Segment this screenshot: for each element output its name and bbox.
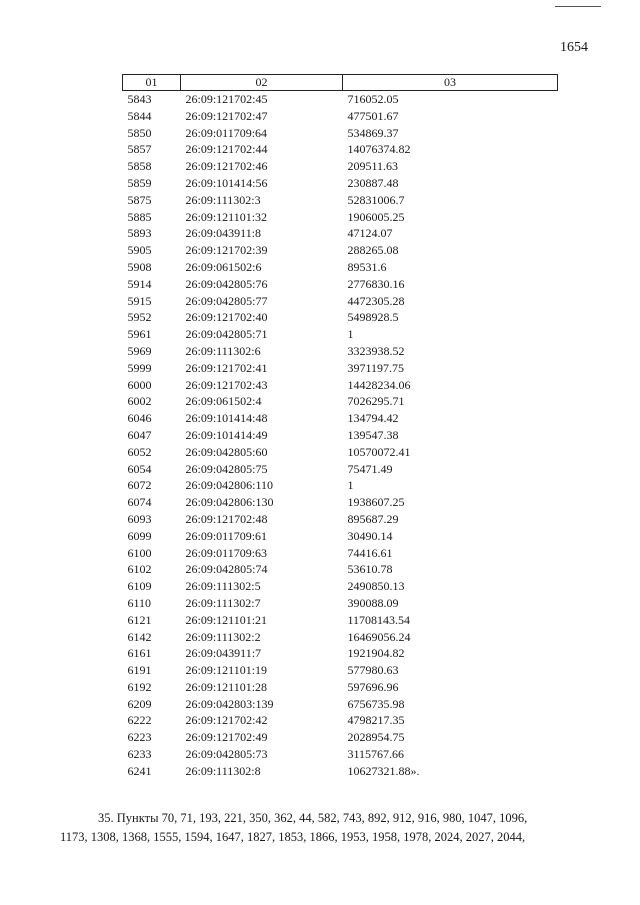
table-row <box>123 259 558 276</box>
cell-cadastral-number: 26:09:101414:56 <box>185 175 268 190</box>
cell-number: 5850 <box>127 125 152 140</box>
cell-number: 5969 <box>127 343 152 358</box>
cell-number: 6222 <box>127 713 152 728</box>
table-row <box>123 679 558 696</box>
cell-cadastral-number: 26:09:121702:45 <box>185 92 268 106</box>
cell-cadastral-number: 26:09:121702:40 <box>185 310 268 325</box>
cell-value: 2490850.13 <box>347 579 405 594</box>
cell-cadastral-number: 26:09:042805:76 <box>185 276 268 291</box>
table-row <box>123 309 558 326</box>
table-row <box>123 326 558 343</box>
cell-cadastral-number: 26:09:011709:61 <box>185 528 268 543</box>
table-row <box>123 561 558 578</box>
footer-paragraph <box>60 809 588 847</box>
cell-cadastral-number: 26:09:111302:5 <box>185 579 261 594</box>
data-table <box>122 74 558 780</box>
cell-number: 6072 <box>127 478 152 493</box>
cell-number: 5859 <box>127 175 152 190</box>
cell-number: 5908 <box>127 259 152 274</box>
cell-value: 390088.09 <box>347 595 399 610</box>
cell-value: 47124.07 <box>347 226 393 241</box>
cell-number: 6109 <box>127 579 152 594</box>
cell-value: 6756735.98 <box>347 696 405 711</box>
cell-cadastral-number: 26:09:121101:21 <box>185 612 268 627</box>
cell-number: 6223 <box>127 730 152 745</box>
cell-value: 3971197.75 <box>347 360 405 375</box>
cell-cadastral-number: 26:09:121101:28 <box>185 679 268 694</box>
cell-cadastral-number: 26:09:043911:8 <box>185 226 262 241</box>
cell-number: 5914 <box>127 276 152 291</box>
table-row <box>123 712 558 729</box>
cell-cadastral-number: 26:09:042806:110 <box>185 478 274 493</box>
cell-value: 1 <box>347 478 354 493</box>
cell-number: 6100 <box>127 545 152 560</box>
cell-number: 6110 <box>127 595 152 610</box>
cell-value: 534869.37 <box>347 125 399 140</box>
column-header-01: 01 <box>123 75 181 91</box>
cell-number: 6099 <box>127 528 152 543</box>
cell-number: 6002 <box>127 394 152 409</box>
cell-cadastral-number: 26:09:121702:43 <box>185 377 268 392</box>
table-row <box>123 612 558 629</box>
cell-value: 1906005.25 <box>347 209 405 224</box>
cell-value: 895687.29 <box>347 511 399 526</box>
table-row <box>123 209 558 226</box>
cell-cadastral-number: 26:09:121101:32 <box>185 209 268 224</box>
table-row <box>123 427 558 444</box>
cell-number: 6233 <box>127 747 152 762</box>
cell-value: 3323938.52 <box>347 343 405 358</box>
cell-number: 6000 <box>127 377 152 392</box>
cell-value: 4798217.35 <box>347 713 405 728</box>
cell-cadastral-number: 26:09:111302:2 <box>185 629 261 644</box>
table-row <box>123 528 558 545</box>
cell-number: 6102 <box>127 562 152 577</box>
cell-value: 1921904.82 <box>347 646 405 661</box>
table-row <box>123 511 558 528</box>
table-row <box>123 242 558 259</box>
cell-value: 7026295.71 <box>347 394 405 409</box>
cell-cadastral-number: 26:09:042803:139 <box>185 696 274 711</box>
cell-value: 5498928.5 <box>347 310 399 325</box>
cell-number: 5961 <box>127 327 152 342</box>
table-row <box>123 645 558 662</box>
cell-cadastral-number: 26:09:061502:6 <box>185 259 262 274</box>
footer-line-2: 1173, 1308, 1368, 1555, 1594, 1647, 1827, 1853, 1866, 1953, 1958, 1978, 2024, 2027, 2044, <box>60 830 526 844</box>
table-row <box>123 746 558 763</box>
cell-cadastral-number: 26:09:121702:44 <box>185 142 268 157</box>
cell-value: 75471.49 <box>347 461 393 476</box>
cell-number: 5843 <box>127 92 152 106</box>
table-row <box>123 141 558 158</box>
cell-cadastral-number: 26:09:011709:63 <box>185 545 268 560</box>
cell-cadastral-number: 26:09:121702:47 <box>185 108 268 123</box>
table-row <box>123 763 558 780</box>
table-row <box>123 360 558 377</box>
cell-number: 5999 <box>127 360 152 375</box>
cell-value: 716052.05 <box>347 92 399 106</box>
cell-cadastral-number: 26:09:101414:49 <box>185 427 268 442</box>
table-row <box>123 444 558 461</box>
footer-line-1: 35. Пункты 70, 71, 193, 221, 350, 362, 44, 582, 743, 892, 912, 916, 980, 1047, 1096, <box>98 811 528 825</box>
cell-value: 10627321.88». <box>347 763 420 778</box>
cell-cadastral-number: 26:09:061502:4 <box>185 394 262 409</box>
table-row <box>123 91 558 108</box>
top-rule <box>555 6 601 7</box>
cell-cadastral-number: 26:09:042805:73 <box>185 747 268 762</box>
table-row <box>123 629 558 646</box>
cell-value: 2776830.16 <box>347 276 405 291</box>
cell-number: 6192 <box>127 679 152 694</box>
table-row <box>123 175 558 192</box>
cell-cadastral-number: 26:09:042805:71 <box>185 327 268 342</box>
cell-value: 1938607.25 <box>347 495 405 510</box>
cell-number: 5952 <box>127 310 152 325</box>
cell-value: 209511.63 <box>347 159 399 174</box>
table-row <box>123 293 558 310</box>
cell-number: 5857 <box>127 142 152 157</box>
cell-value: 597696.96 <box>347 679 399 694</box>
cell-value: 577980.63 <box>347 663 399 678</box>
cell-value: 89531.6 <box>347 259 387 274</box>
table-row <box>123 192 558 209</box>
table-row <box>123 545 558 562</box>
cell-value: 1 <box>347 327 354 342</box>
table-row <box>123 477 558 494</box>
cell-value: 53610.78 <box>347 562 393 577</box>
table-row <box>123 595 558 612</box>
cell-cadastral-number: 26:09:111302:7 <box>185 595 261 610</box>
column-header-03: 03 <box>343 75 558 91</box>
table-row <box>123 108 558 125</box>
cell-value: 477501.67 <box>347 108 399 123</box>
cell-number: 6093 <box>127 511 152 526</box>
cell-value: 52831006.7 <box>347 192 405 207</box>
cell-cadastral-number: 26:09:043911:7 <box>185 646 262 661</box>
cell-cadastral-number: 26:09:042805:77 <box>185 293 268 308</box>
cell-number: 6052 <box>127 444 152 459</box>
cell-value: 134794.42 <box>347 411 399 426</box>
cell-number: 6121 <box>127 612 152 627</box>
cell-cadastral-number: 26:09:121702:39 <box>185 243 268 258</box>
cell-number: 5858 <box>127 159 152 174</box>
cell-number: 5905 <box>127 243 152 258</box>
table-body <box>123 91 558 780</box>
cell-value: 14076374.82 <box>347 142 411 157</box>
table-header-row <box>123 75 558 91</box>
cell-number: 5875 <box>127 192 152 207</box>
cell-number: 6209 <box>127 696 152 711</box>
table-row <box>123 343 558 360</box>
table-row <box>123 578 558 595</box>
cell-cadastral-number: 26:09:121702:49 <box>185 730 268 745</box>
column-header-02: 02 <box>181 75 343 91</box>
cell-number: 6046 <box>127 411 152 426</box>
cell-number: 5885 <box>127 209 152 224</box>
cell-value: 288265.08 <box>347 243 399 258</box>
cell-number: 5844 <box>127 108 152 123</box>
table-row <box>123 393 558 410</box>
table-row <box>123 125 558 142</box>
table-row <box>123 377 558 394</box>
cell-value: 11708143.54 <box>347 612 411 627</box>
cell-value: 30490.14 <box>347 528 393 543</box>
cell-cadastral-number: 26:09:111302:8 <box>185 763 261 778</box>
cell-number: 6241 <box>127 763 152 778</box>
cell-cadastral-number: 26:09:042806:130 <box>185 495 274 510</box>
cell-number: 6054 <box>127 461 152 476</box>
cell-cadastral-number: 26:09:121702:48 <box>185 511 268 526</box>
cell-cadastral-number: 26:09:111302:6 <box>185 343 261 358</box>
cell-cadastral-number: 26:09:011709:64 <box>185 125 268 140</box>
page-number: 1654 <box>560 40 588 55</box>
table-row <box>123 662 558 679</box>
cell-value: 14428234.06 <box>347 377 411 392</box>
cell-value: 16469056.24 <box>347 629 411 644</box>
cell-value: 74416.61 <box>347 545 393 560</box>
cell-cadastral-number: 26:09:042805:60 <box>185 444 268 459</box>
cell-value: 230887.48 <box>347 175 399 190</box>
cell-value: 10570072.41 <box>347 444 411 459</box>
table-row <box>123 158 558 175</box>
cell-cadastral-number: 26:09:111302:3 <box>185 192 261 207</box>
cell-value: 139547.38 <box>347 427 399 442</box>
table-row <box>123 225 558 242</box>
table-row <box>123 494 558 511</box>
cell-value: 4472305.28 <box>347 293 405 308</box>
cell-cadastral-number: 26:09:101414:48 <box>185 411 268 426</box>
table-row <box>123 729 558 746</box>
cell-number: 6047 <box>127 427 152 442</box>
cell-number: 6191 <box>127 663 152 678</box>
cell-cadastral-number: 26:09:121702:42 <box>185 713 268 728</box>
cell-number: 6074 <box>127 495 152 510</box>
table-row <box>123 276 558 293</box>
cell-number: 6161 <box>127 646 152 661</box>
cell-value: 2028954.75 <box>347 730 405 745</box>
cell-cadastral-number: 26:09:121702:46 <box>185 159 268 174</box>
cell-number: 5915 <box>127 293 152 308</box>
table-row <box>123 461 558 478</box>
cell-cadastral-number: 26:09:121101:19 <box>185 663 268 678</box>
cell-number: 6142 <box>127 629 152 644</box>
cell-cadastral-number: 26:09:121702:41 <box>185 360 268 375</box>
cell-cadastral-number: 26:09:042805:74 <box>185 562 268 577</box>
cell-cadastral-number: 26:09:042805:75 <box>185 461 268 476</box>
table-row <box>123 696 558 713</box>
cell-number: 5893 <box>127 226 152 241</box>
table-row <box>123 410 558 427</box>
cell-value: 3115767.66 <box>347 747 405 762</box>
